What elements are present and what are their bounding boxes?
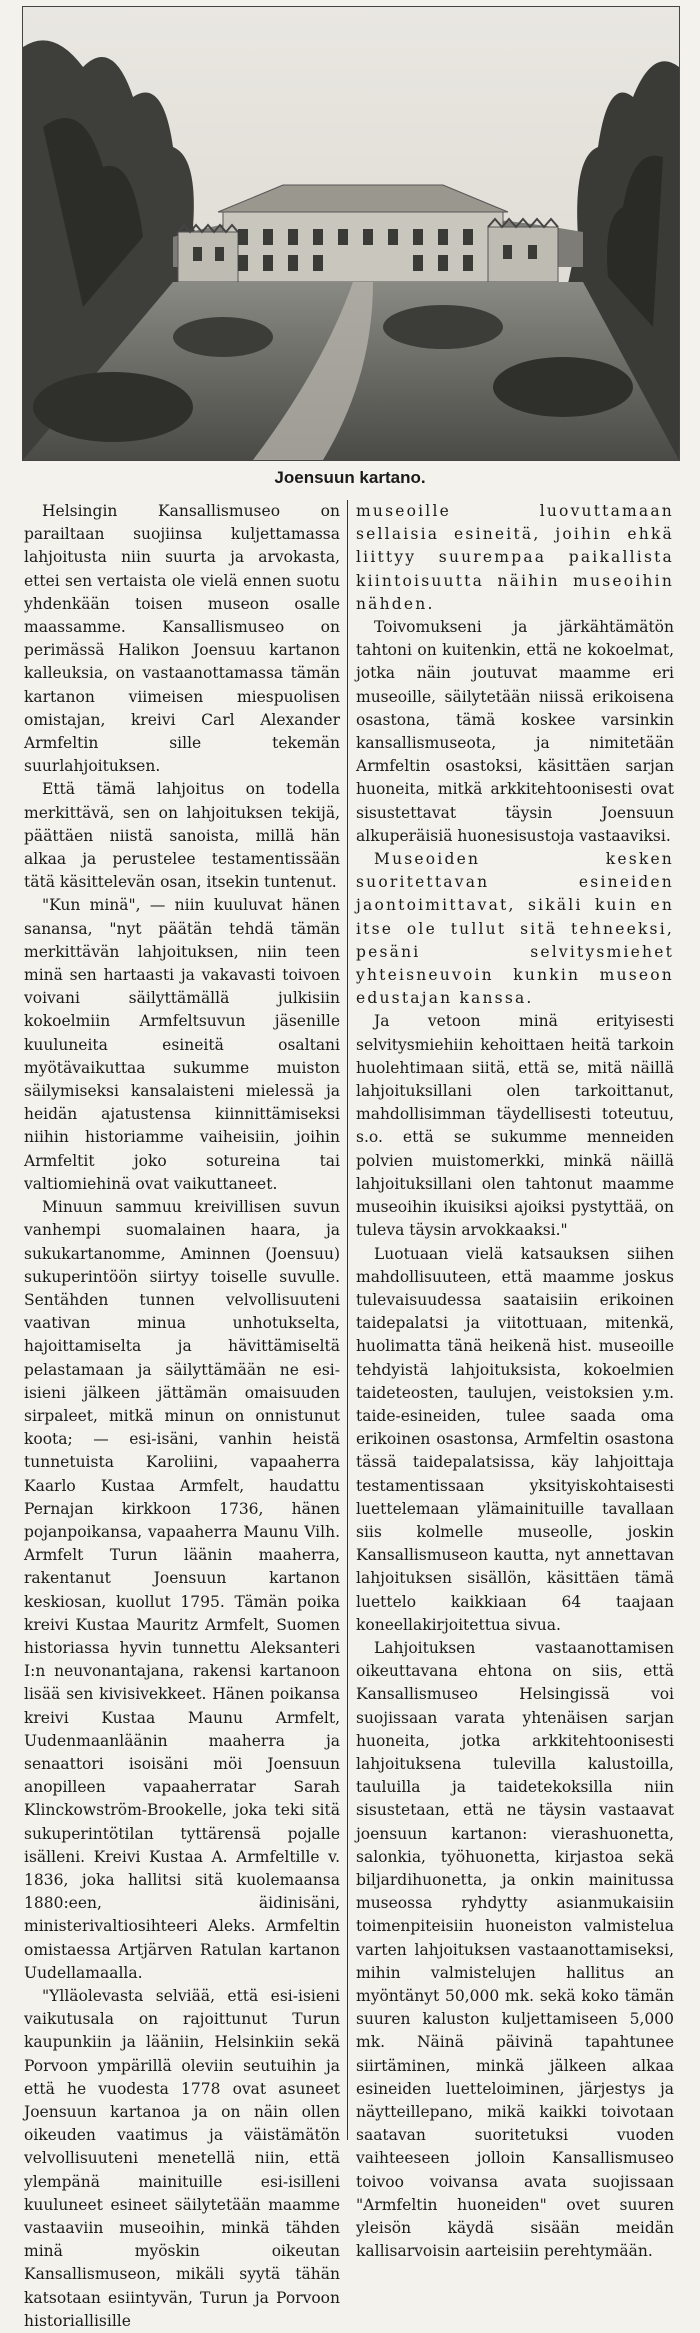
- paragraph: Lahjoituksen vastaanottamisen oikeuttavana ehtona on siis, että Kansallismuseo Helsingissä voi suojissaan varata yhtenäisen sarjan huoneita, jotka arkkitehtoonisesti lahjoituksena tulevilla kalustoilla, tauluilla ja taidetekoksilla niin sisustetaan, että ne täysin vastaavat joensuun kartanon: vierashuonetta, salonkia, työhuonetta, kirjastoa sekä biljardihuonetta, ja onkin mainitussa museossa ryhdytty asianmukaisiin toimenpiteisiin huoneiston valmistelua varten lahjoituksen vastaanottamiseksi, mihin valmistelujen hallitus an myöntänyt 50,000 mk. sekä koko tämän suuren kaluston kuljettamiseen 5,000 mk. Näinä päivinä tapahtunee siirtäminen, minkä jälkeen alkaa esineiden luetteloiminen, järjestys ja näytteillepano, mikä kaikki toivotaan saatavan suoritetuksi vuoden vaihteeseen jolloin Kansallismuseo toivoo voivansa avata suojissaan "Armfeltin huoneiden" ovet suuren yleisön käydä sisään meidän kallisarvoisin aarteisiin perehtymään.: [356, 1638, 674, 2261]
- paragraph: Helsingin Kansallismuseo on parailtaan suojiinsa kuljettamassa lahjoitusta niin suurta ja arvokasta, ettei sen vertaista ole vielä ennen suotu yhdenkään toisen museon osalle maassamme. Kansallismuseo on perimässä Halikon Joensuu kartanon kalleuksia, on vastaanottamassa tämän kartanon viimeisen miespuolisen omistajan, kreivi Carl Alexander Armfeltin sille tekemän suurlahjoituksen.: [24, 502, 340, 776]
- paragraph: Ja vetoon minä erityisesti selvitysmiehiin kehoittaen heitä tarkoin huolehtimaan siitä, että se, mitä näillä lahjoituksillani olen tarkoittanut, mahdollisimman täydellisesti toteutuu, s.o. että se sukumme menneiden polvien muistomerkki, minkä näillä lahjoituksillani olen tahtonut maamme museoihin ikuisiksi ajoiksi pystyttää, on tuleva täysin arvokkaaksi.": [356, 1012, 674, 1240]
- paragraph: "Kun minä", — niin kuuluvat hänen sanansa, "nyt päätän tehdä tämän merkittävän lahjoituksen, niin teen minä sen hartaasti ja vakavasti toivoen voivani säilyttämällä julkisiin kokoelmiin Armfeltsuvun jäsenille kuuluneita esineitä osaltani myötävaikuttaa sukumme muiston säilymiseksi kansalaisteni mielessä ja heidän ajatustensa kiinnittämiseksi niihin historiamme vaiheisiin, joihin Armfeltit joko sotureina tai valtiomiehinä ovat vaikuttaneet.: [24, 896, 340, 1193]
- paragraph: Toivomukseni ja järkähtämätön tahtoni on kuitenkin, että ne kokoelmat, jotka näin joutuvat maamme eri museoille, säilytetään niissä erikoisena osastona, tämä koskee varsinkin kansallismuseota, ja nimitetään Armfeltin osastoksi, käsittäen sarjan huoneita, mitkä arkkitehtoonisesti ovat sisustettavat täysin Joensuun alkuperäisiä huonesisustoja vastaaviksi.: [356, 618, 674, 845]
- manor-photograph: [22, 6, 680, 461]
- paragraph: Minuun sammuu kreivillisen suvun vanhempi suomalainen haara, ja sukukartanomme, Aminnen (Joensuu) sukuperintöön siirtyy toiselle suvulle. Sentähden tunnen velvollisuuteni vaativan minua unhotukselta, hajoittamiselta ja hävittämiseltä pelastamaan ja säilyttämään ne esi-isieni jälkeen jättämän omaisuuden sirpaleet, mitkä minun on onnistunut koota; — esi-isäni, vanhin heistä tunnetuista Karoliini, vapaaherra Kaarlo Kustaa Armfelt, haudattu Pernajan kirkkoon 1736, hänen pojanpoikansa, vapaaherra Maunu Vilh. Armfelt Turun läänin maaherra, rakentanut Joensuun kartanon keskiosan, kuollut 1795. Tämän poika kreivi Kustaa Mauritz Armfelt, Suomen historiassa hyvin tunnettu Aleksanteri I:n neuvonantajana, rakensi kartanoon lisää sen kivisivekkeet. Hänen poikansa kreivi Kustaa Maunu Armfelt, Uudenmaanläänin maaherra ja senaattori isoisäni möi Joensuun anopilleen vapaaherratar Sarah Klinckowström-Brookelle, joka teki sitä sukuperintötilan tyttärensä pojalle isälleni. Kreivi Kustaa A. Armfeltille v. 1836, joka hallitsi sitä kuolemaansa 1880:een, äidinisäni, ministerivaltiosihteeri Aleks. Armfeltin omistaessa Artjärven Ratulan kartanon Uudellamaalla.: [24, 1198, 340, 1982]
- paragraph: Luotuaan vielä katsauksen siihen mahdollisuuteen, että maamme joskus tulevaisuudessa saataisiin erikoinen taidepalatsi ja viitottuaan, mitenkä, huolimatta tänä heikenä hist. museoille tehdyistä lahjoituksista, kokoelmien taideteosten, taulujen, veistoksien y.m. taide-esineiden, tulee saada oma erikoinen osastonsa, Armfeltin osastona tässä taidepalatsissa, käy lahjoittaja testamentissaan yksityiskohtaisesti luettelemaan ylämainituille tavallaan siis kolmelle museolle, joskin Kansallismuseon kautta, nyt annettavan lahjoituksen sisällön, käsittäen tämä luettelo kaikkiaan 64 taajaan koneellakirjoitettua sivua.: [356, 1244, 674, 1634]
- paragraph: "Ylläolevasta selviää, että esi-isieni vaikutusala on rajoittunut Turun kaupunkiin ja lääniin, Helsinkiin sekä Porvoon ympärillä oleviin seutuihin ja että he vuodesta 1778 ovat asuneet Joensuun kartanoa ja on näin ollen oikeuden vaatimus ja väistämätön velvollisuuteni menetellä niin, että ylempänä mainituille esi-isilleni kuuluneet esineet säilytetään maamme vastaaviin museoihin, minkä tähden minä myöskin oikeutan Kansallismuseon, mikäli syytä tähän katsotaan esiintyvän, Turun ja Porvoon historiallisille: [24, 1987, 340, 2330]
- article-column-right: [356, 500, 674, 2261]
- column-divider: [347, 500, 348, 2140]
- article-column-left: [24, 500, 340, 2330]
- paragraph: Että tämä lahjoitus on todella merkittävä, sen on lahjoituksen tekijä, päättäen niistä sanoista, millä hän alkaa ja perustelee testamentissään tätä käsittelevän osan, itsekin tuntenut.: [24, 780, 340, 892]
- paragraph: Museoiden kesken suoritettavan esineiden jaontoimittavat, sikäli kuin en itse ole tullut sitä tehneeksi, pesäni selvitysmiehet yhteisneuvoin kunkin museon edustajan kanssa.: [356, 850, 674, 1008]
- paragraph: museoille luovuttamaan sellaisia esineitä, joihin ehkä liittyy suurempaa paikallista kiintoisuutta näihin museoihin nähden.: [356, 502, 674, 613]
- manor-photo-image: [23, 7, 679, 460]
- photo-caption: Joensuun kartano.: [274, 468, 426, 487]
